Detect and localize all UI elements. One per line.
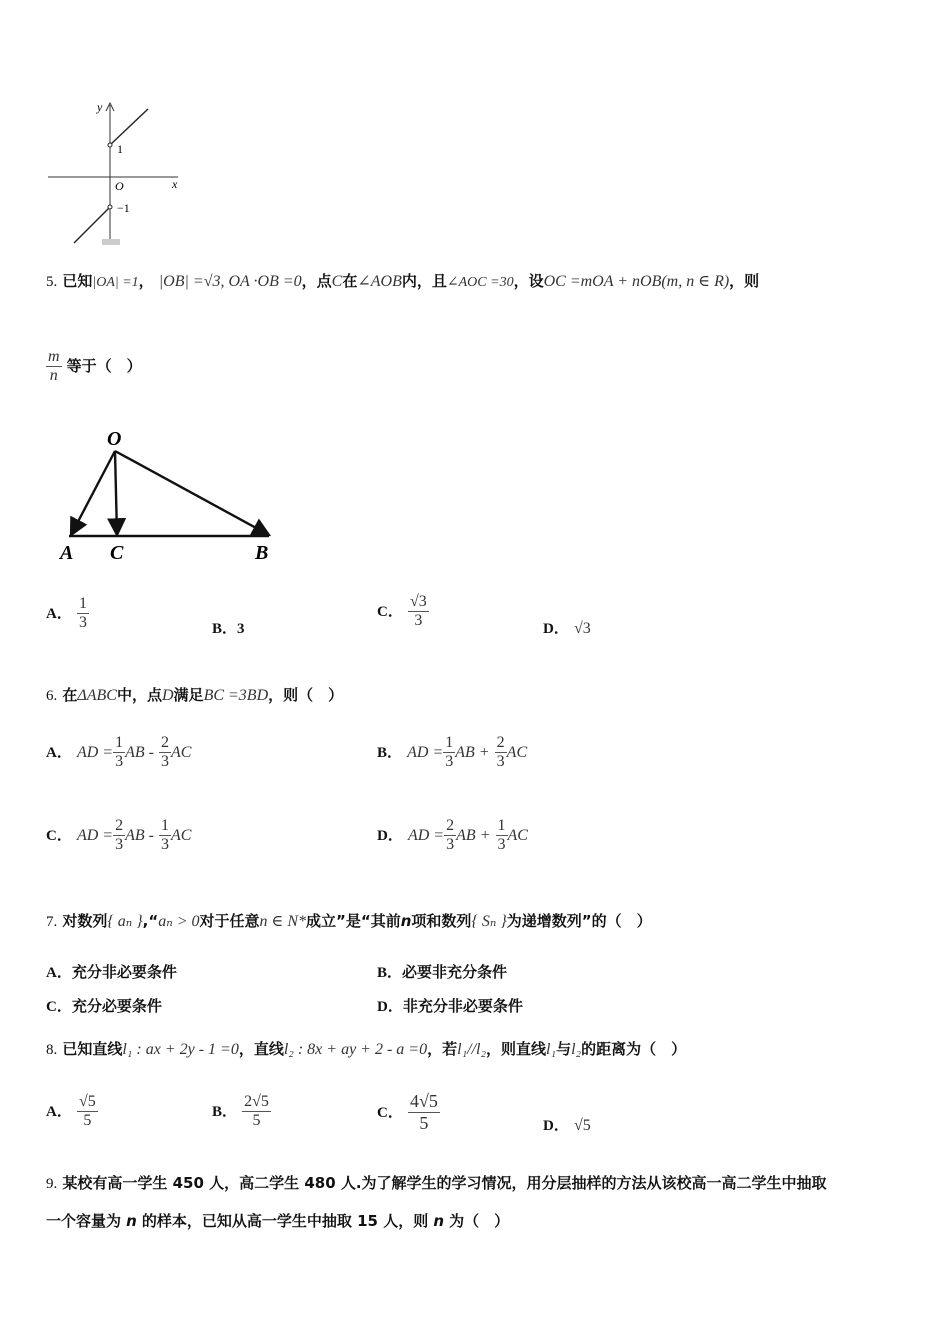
- label-A: A: [60, 542, 74, 564]
- question-number: 5.: [46, 274, 58, 290]
- graph-tick-pos: 1: [117, 142, 123, 156]
- question-9-line2: 一个容量为 n 的样本，已知从高一学生中抽取 15 人，则 n 为（ ）: [46, 1212, 510, 1230]
- q8-option-c[interactable]: C． $\frac{4√5}{5}$: [377, 1091, 438, 1133]
- q8-option-d[interactable]: D． √5: [543, 1117, 591, 1134]
- q7-option-d[interactable]: D．非充分非必要条件: [377, 997, 523, 1015]
- q6-option-a[interactable]: A． AD = $\frac{1}{3}$ AB - $\frac{2}{3}$ AC: [46, 734, 192, 770]
- q5-option-b[interactable]: B．3: [212, 621, 245, 637]
- question-6-stem: 6. 在ΔABC中，点D满足BC =3BD，则（ ）: [46, 686, 344, 704]
- q5-option-a[interactable]: A． $\frac{1}{3}$: [46, 595, 87, 631]
- question-9-line1: 9. 某校有高一学生 450 人，高二学生 480 人.为了解学生的学习情况，用分层抽样的方法从该校高一高二学生中抽取: [46, 1174, 827, 1192]
- m-over-n-fraction: $\frac{m}{n}$: [48, 348, 60, 384]
- q7-option-b[interactable]: B．必要非充分条件: [377, 963, 508, 981]
- label-C: C: [110, 542, 124, 564]
- question-8-stem: 8. 已知直线l₁ : ax + 2y - 1 =0，直线l₂ : 8x + ay + 2 - a =0，若l₁//l₂，则直线l₁与l₂的距离为（ ）: [46, 1040, 687, 1058]
- question-5-stem: 5. 已知|OA| =1， |OB| =√3, OA ·OB =0，点C在∠AOB内，且∠AOC =30，设OC =mOA + nOB(m, n ∈ R)，则: [46, 272, 760, 290]
- q7-option-a[interactable]: A．充分非必要条件: [46, 963, 177, 981]
- q6-option-d[interactable]: D． AD = $\frac{2}{3}$ AB + $\frac{1}{3}$ AC: [377, 817, 528, 853]
- graph-y-label: y: [97, 100, 103, 114]
- q5-option-c[interactable]: C． $\frac{√3}{3}$: [377, 593, 427, 629]
- q6-option-b[interactable]: B． AD = $\frac{1}{3}$ AB + $\frac{2}{3}$ AC: [377, 734, 528, 770]
- q8-option-a[interactable]: A． $\frac{√5}{5}$: [46, 1093, 96, 1129]
- q7-option-c[interactable]: C．充分必要条件: [46, 997, 162, 1015]
- graph-origin-label: O: [115, 179, 124, 193]
- q6-option-c[interactable]: C． AD = $\frac{2}{3}$ AB - $\frac{1}{3}$ AC: [46, 817, 192, 853]
- q8-option-b[interactable]: B． $\frac{2√5}{5}$: [212, 1093, 269, 1129]
- label-B: B: [255, 542, 269, 564]
- question-7-stem: 7. 对数列{ aₙ },“aₙ > 0对于任意n ∈ N*成立”是“其前n项和数列{ Sₙ }为递增数列”的（ ）: [46, 912, 652, 930]
- graph-x-label: x: [172, 177, 178, 191]
- piecewise-graph: [40, 95, 200, 255]
- q5-option-d[interactable]: D． √3: [543, 620, 591, 637]
- triangle-figure: [55, 425, 285, 570]
- label-O: O: [107, 428, 122, 450]
- graph-tick-neg: −1: [117, 201, 130, 215]
- question-5-stem-cont: $\frac{m}{n}$ 等于（ ）: [48, 348, 142, 384]
